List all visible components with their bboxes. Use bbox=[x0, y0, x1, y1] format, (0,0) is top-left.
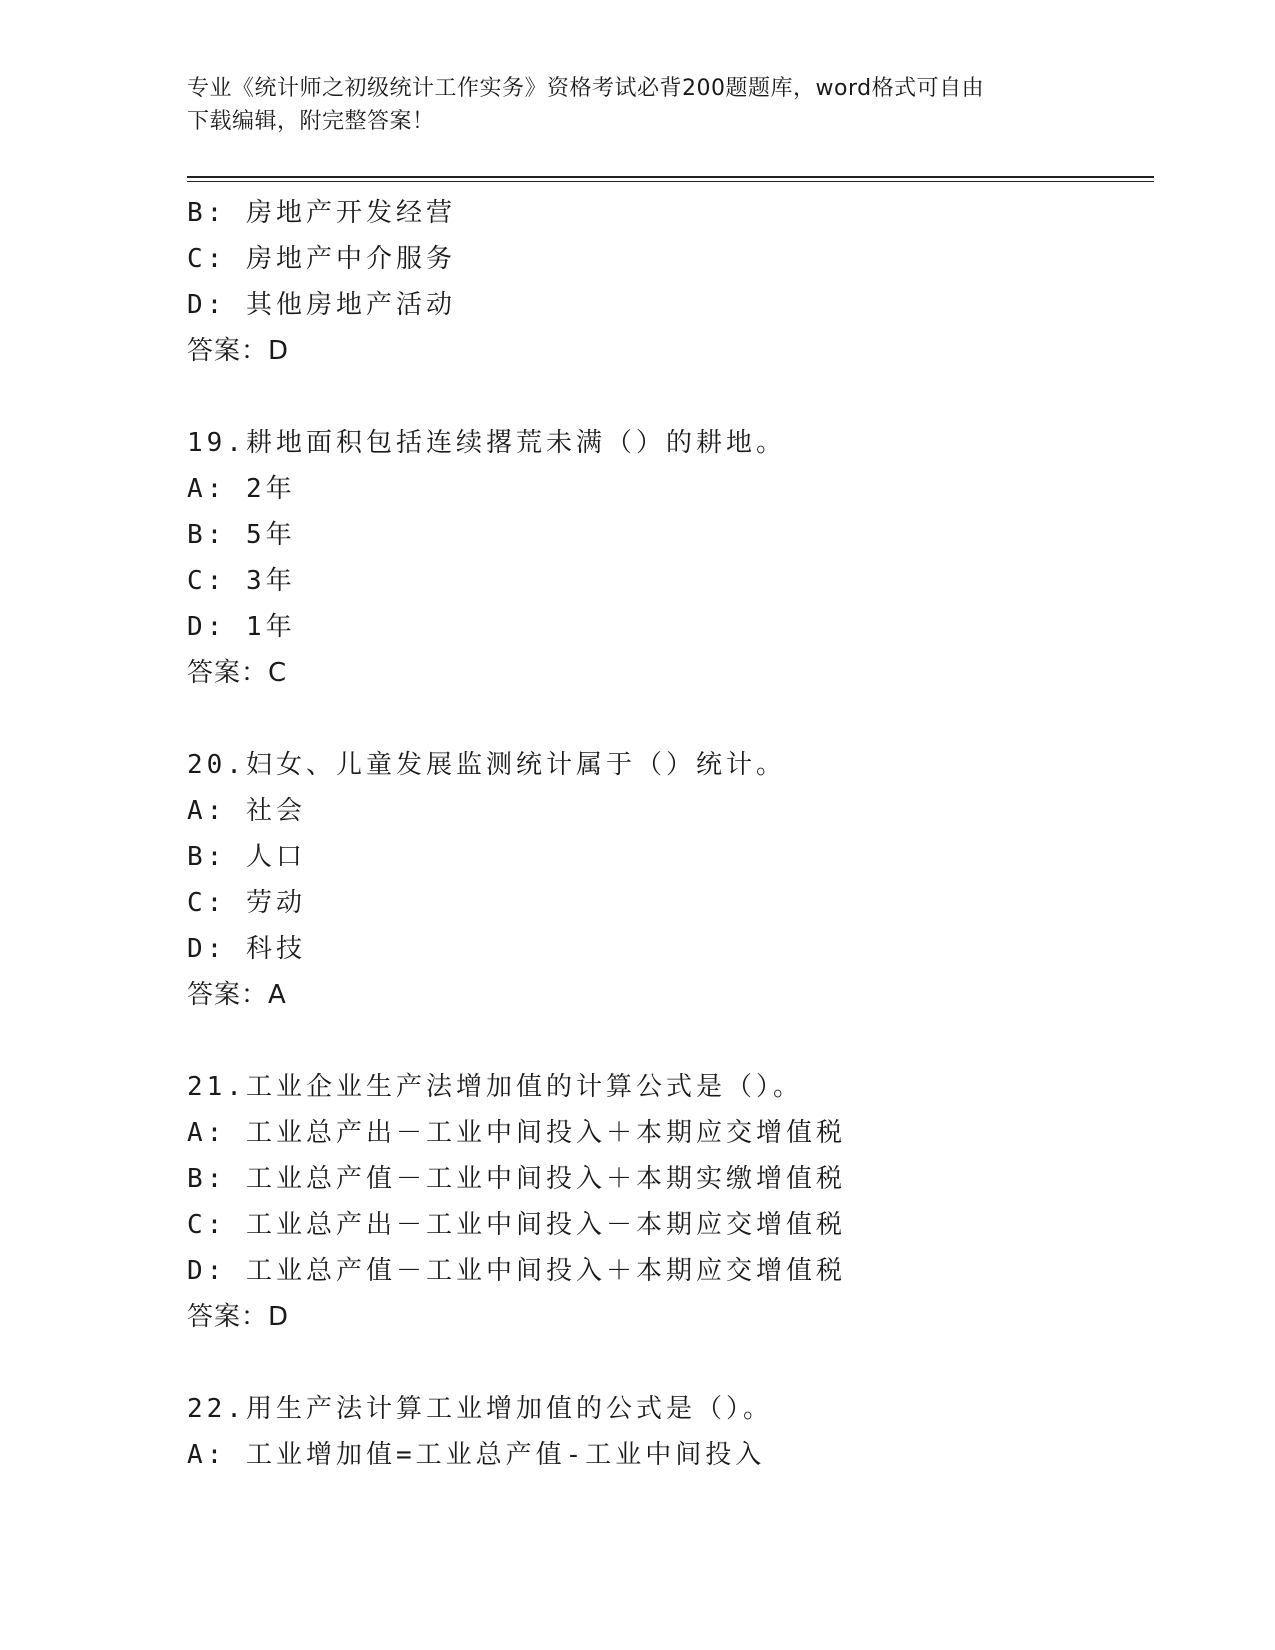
option-c: C: 房地产中介服务 bbox=[187, 244, 456, 274]
option-d: D: 科技 bbox=[187, 934, 306, 964]
document-header bbox=[187, 72, 1087, 138]
spacer bbox=[187, 1340, 1137, 1386]
option-b: B: 5年 bbox=[187, 520, 296, 550]
option-b: B: 房地产开发经营 bbox=[187, 198, 456, 228]
option-a: A: 社会 bbox=[187, 796, 306, 826]
option-d: D: 其他房地产活动 bbox=[187, 290, 456, 320]
answer-line: 答案：D bbox=[187, 1302, 290, 1332]
question-19 bbox=[187, 420, 1137, 696]
header-line-2: 下载编辑，附完整答案！ bbox=[187, 109, 435, 134]
answer-line: 答案：C bbox=[187, 658, 288, 688]
question-stem: 22.用生产法计算工业增加值的公式是（）。 bbox=[187, 1394, 773, 1424]
question-stem: 20.妇女、儿童发展监测统计属于（）统计。 bbox=[187, 750, 786, 780]
header-rule-thin bbox=[187, 181, 1154, 182]
header-line-1: 专业《统计师之初级统计工作实务》资格考试必背200题题库，word格式可自由 bbox=[187, 76, 985, 101]
option-b: B: 工业总产值－工业中间投入＋本期实缴增值税 bbox=[187, 1164, 846, 1194]
question-list bbox=[187, 190, 1137, 1478]
spacer bbox=[187, 1018, 1137, 1064]
answer-line: 答案：D bbox=[187, 336, 290, 366]
spacer bbox=[187, 374, 1137, 420]
spacer bbox=[187, 696, 1137, 742]
question-18-continued bbox=[187, 190, 1137, 374]
option-c: C: 劳动 bbox=[187, 888, 306, 918]
question-20 bbox=[187, 742, 1137, 1018]
option-d: D: 1年 bbox=[187, 612, 296, 642]
option-a: A: 工业总产出－工业中间投入＋本期应交增值税 bbox=[187, 1118, 846, 1148]
answer-line: 答案：A bbox=[187, 980, 287, 1010]
option-b: B: 人口 bbox=[187, 842, 306, 872]
question-22 bbox=[187, 1386, 1137, 1478]
header-rule-thick bbox=[187, 176, 1154, 178]
option-a: A: 2年 bbox=[187, 474, 296, 504]
question-stem: 19.耕地面积包括连续撂荒未满（）的耕地。 bbox=[187, 428, 786, 458]
option-d: D: 工业总产值－工业中间投入＋本期应交增值税 bbox=[187, 1256, 846, 1286]
option-a: A: 工业增加值=工业总产值-工业中间投入 bbox=[187, 1440, 766, 1470]
option-c: C: 工业总产出－工业中间投入－本期应交增值税 bbox=[187, 1210, 846, 1240]
question-stem: 21.工业企业生产法增加值的计算公式是（）。 bbox=[187, 1072, 803, 1102]
question-21 bbox=[187, 1064, 1137, 1340]
option-c: C: 3年 bbox=[187, 566, 296, 596]
